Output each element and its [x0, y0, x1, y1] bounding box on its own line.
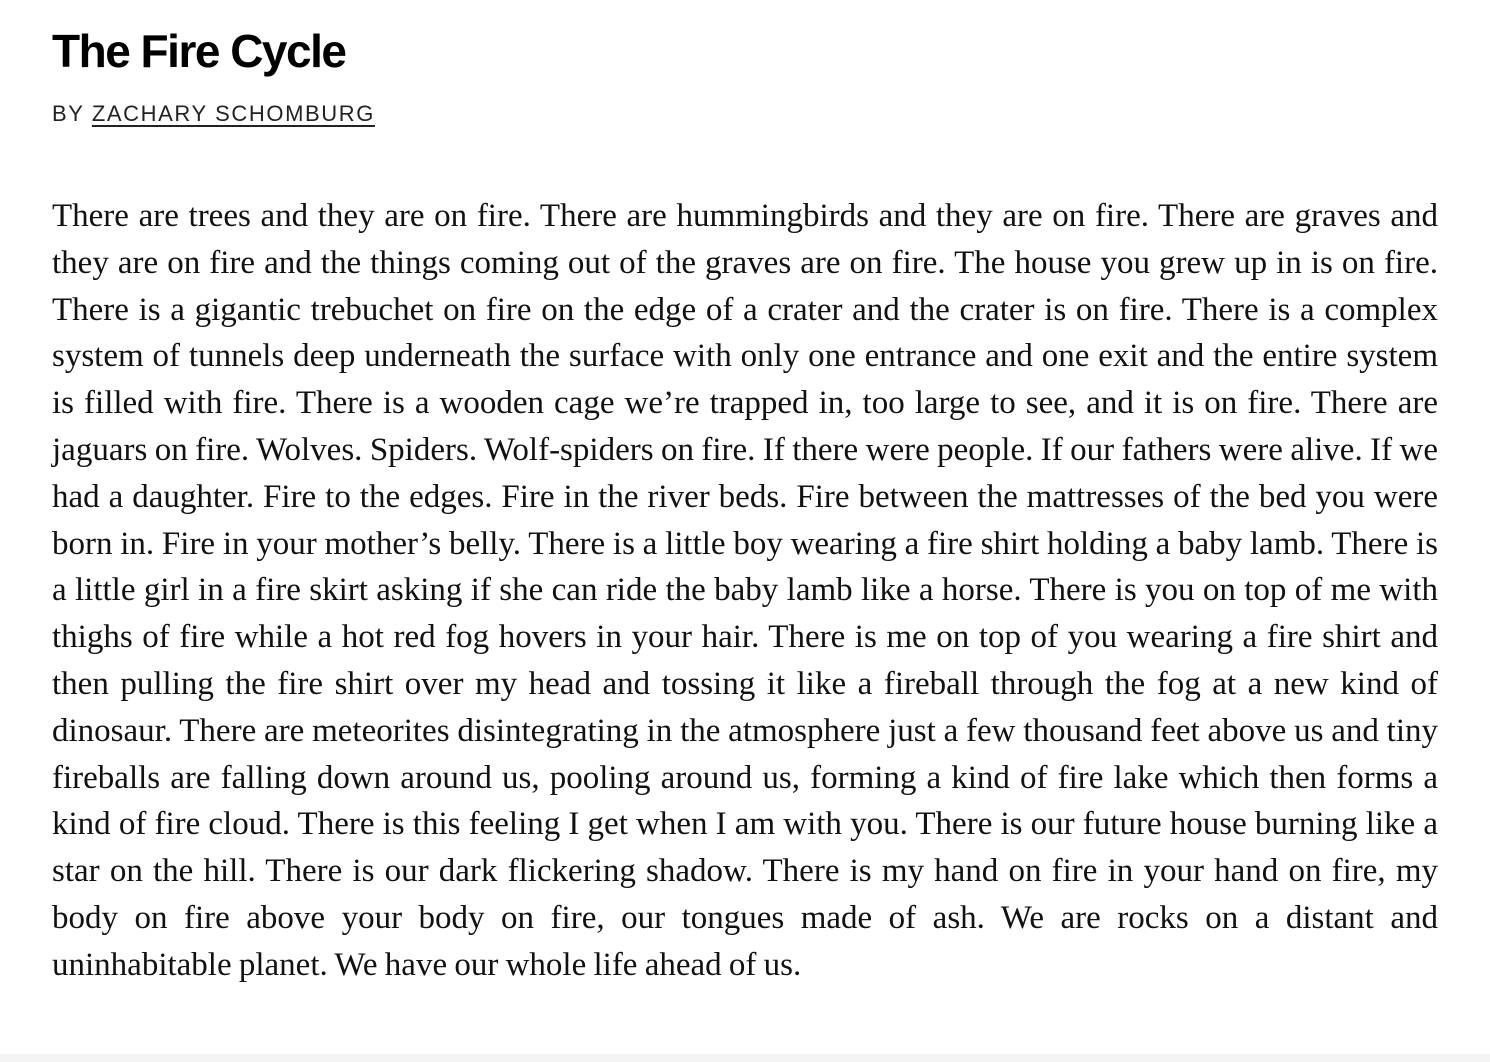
bottom-divider	[0, 1054, 1490, 1062]
byline-prefix: BY	[52, 101, 85, 126]
article	[52, 0, 1438, 1022]
byline	[52, 103, 1438, 125]
poem-title: The Fire Cycle	[52, 25, 346, 77]
poem-body: There are trees and they are on fire. There are hummingbirds and they are on fire. There are graves and they are on fire and the things coming out of the graves are on fire. The house you grew up in is on fire. There is a gigantic trebuchet on fire on the edge of a crater and the crater is on fire. There is a complex system of tunnels deep underneath the surface with only one entrance and one exit and the entire system is filled with fire. There is a wooden cage we’re trapped in, too large to see, and it is on fire. There are jaguars on fire. Wolves. Spiders. Wolf-spiders on fire. If there were people. If our fathers were alive. If we had a daughter. Fire to the edges. Fire in the river beds. Fire between the mattresses of the bed you were born in. Fire in your mother’s belly. There is a little boy wearing a fire shirt holding a baby lamb. There is a little girl in a fire skirt asking if she can ride the baby lamb like a horse. There is you on top of me with thighs of fire while a hot red fog hovers in your hair. There is me on top of you wearing a fire shirt and then pulling the fire shirt over my head and tossing it like a fireball through the fog at a new kind of dinosaur. There are meteorites disintegrating in the atmosphere just a few thousand feet above us and tiny fireballs are falling down around us, pooling around us, forming a kind of fire lake which then forms a kind of fire cloud. There is this feeling I get when I am with you. There is our future house burning like a star on the hill. There is our dark flickering shadow. There is my hand on fire in your hand on fire, my body on fire above your body on fire, our tongues made of ash. We are rocks on a distant and uninhabitable planet. We have our whole life ahead of us.	[52, 198, 1438, 983]
author-link[interactable]: ZACHARY SCHOMBURG	[91, 101, 375, 126]
